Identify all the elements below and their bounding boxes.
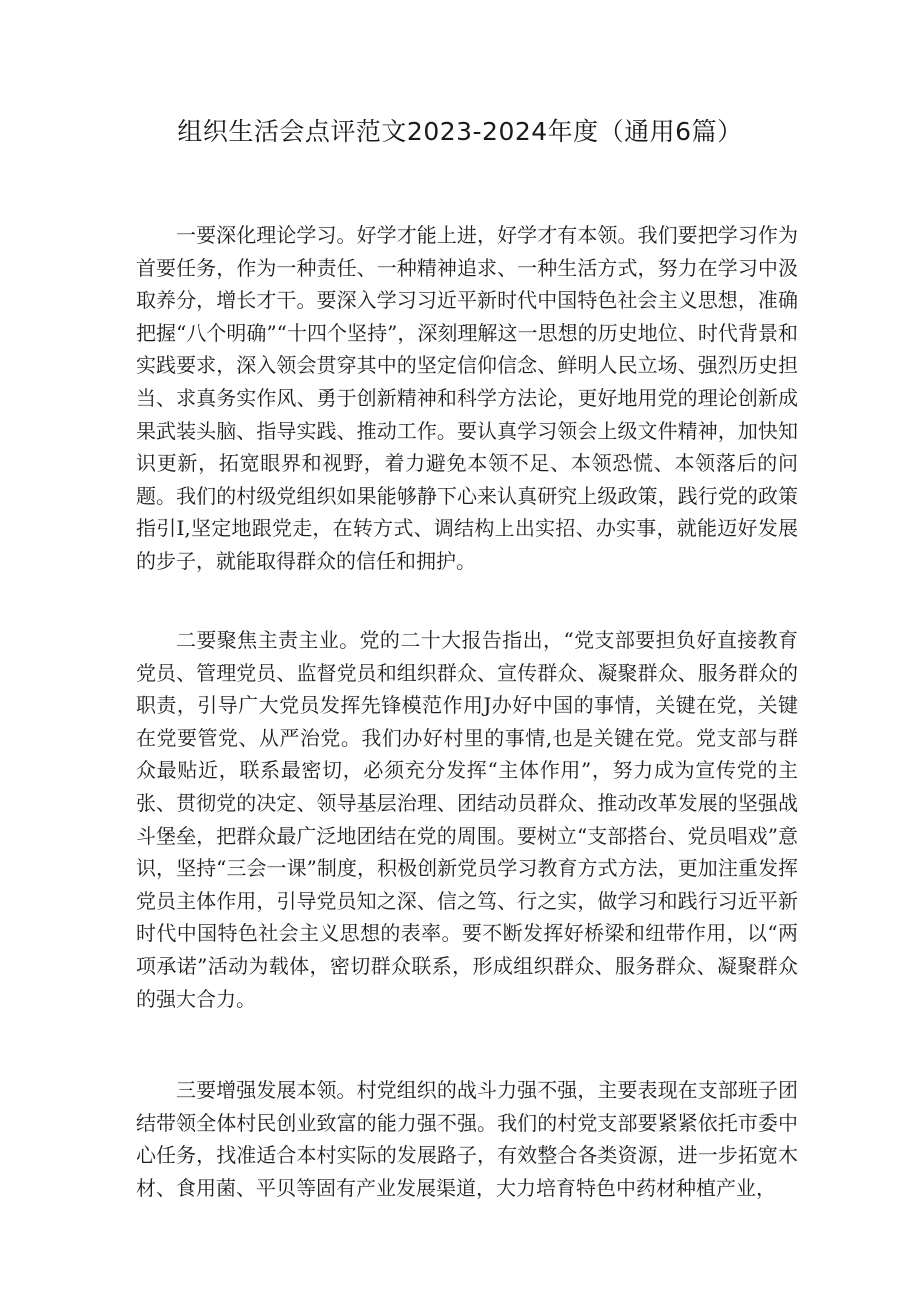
document-title: 组织生活会点评范文2023-2024年度（通用6篇） xyxy=(177,117,743,146)
paragraph-2: 二要聚焦主责主业。党的二十大报告指出，“党支部要担负好直接教育党员、管理党员、监督党员和组织群众、宣传群众、凝聚群众、服务群众的职责，引导广大党员发挥先锋模范作用J办好中国的事情，关键在党，关键在党要管党、从严治党。我们办好村里的事情,也是关键在党。党支部与群众最贴近，联系最密切，必须充分发挥“主体作用”，努力成为宣传党的主张、贯彻党的决定、领导基层治理、团结动员群众、推动改革发展的坚强战斗堡垒，把群众最广泛地团结在党的周围。要树立“支部搭台、党员唱戏”意识，坚持“三会一课”制度，积极创新党员学习教育方式方法，更加注重发挥党员主体作用，引导党员知之深、信之笃、行之实，做学习和践行习近平新时代中国特色社会主义思想的表率。要不断发挥好桥梁和纽带作用，以“两项承诺”活动为载体，密切群众联系，形成组织群众、服务群众、凝聚群众的强大合力。 xyxy=(136,628,798,1011)
paragraph-3: 三要增强发展本领。村党组织的战斗力强不强，主要表现在支部班子团结带领全体村民创业致富的能力强不强。我们的村党支部要紧紧依托市委中心任务，找准适合本村实际的发展路子，有效整合各类资源，进一步拓宽木材、食用菌、平贝等固有产业发展渠道，大力培育特色中药材种植产业， xyxy=(136,1078,798,1200)
paragraph-1: 一要深化理论学习。好学才能上进，好学才有本领。我们要把学习作为首要任务，作为一种责任、一种精神追求、一种生活方式，努力在学习中汲取养分，增长才干。要深入学习习近平新时代中国特色社会主义思想，准确把握“八个明确”“十四个坚持”，深刻理解这一思想的历史地位、时代背景和实践要求，深入领会贯穿其中的坚定信仰信念、鲜明人民立场、强烈历史担当、求真务实作风、勇于创新精神和科学方法论，更好地用党的理论创新成果武装头脑、指导实践、推动工作。要认真学习领会上级文件精神，加快知识更新，拓宽眼界和视野，着力避免本领不足、本领恐慌、本领落后的问题。我们的村级党组织如果能够静下心来认真研究上级政策，践行党的政策指引I,坚定地跟党走，在转方式、调结构上出实招、办实事，就能迈好发展的步子，就能取得群众的信任和拥护。 xyxy=(136,223,798,573)
paragraph-3-block xyxy=(136,1074,798,1204)
paragraph-1-block xyxy=(136,219,798,578)
paragraph-2-block xyxy=(136,624,798,1015)
